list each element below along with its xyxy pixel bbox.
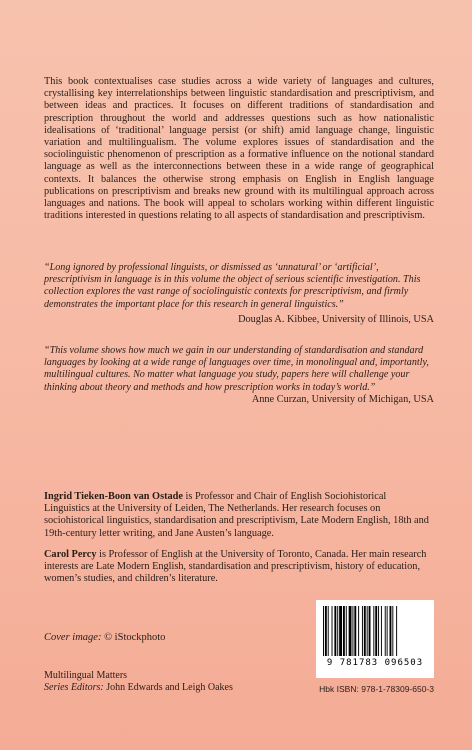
publisher-info (44, 670, 233, 694)
series-editors-label: Series Editors: (44, 682, 104, 694)
editor-bio-text: is Professor of English at the University of Toronto, Canada. Her main research interests are Late Modern English, standardisation and prescriptivism, history of education, women’s studies, and children’s literature. (44, 549, 427, 585)
barcode-bar (328, 606, 329, 656)
barcode-bars (322, 606, 428, 656)
barcode-bar (339, 606, 342, 656)
barcode-bar (349, 606, 352, 656)
barcode-bar (392, 606, 393, 656)
barcode-bar (387, 606, 388, 656)
endorsement-author: Douglas A. Kibbee, University of Illinois, USA (238, 313, 434, 325)
barcode-bar (381, 606, 382, 656)
endorsement-quote: “This volume shows how much we gain in our understanding of standardisation and standard languages by looking at a wide range of languages over time, in monolingual and, importantly, multilingual cultures. No matter what language you study, papers here will challenge your thinking about theory and methods and how prescription works in today’s world.” (44, 345, 429, 393)
barcode-bar (343, 606, 345, 656)
barcode-bar (396, 606, 397, 656)
barcode-bar (390, 606, 392, 656)
barcode-bar (325, 606, 327, 656)
cover-credit-source: © iStockphoto (104, 632, 166, 643)
barcode-bar (375, 606, 377, 656)
barcode-bar (369, 606, 371, 656)
barcode-bar (367, 606, 368, 656)
cover-credit (44, 632, 165, 643)
endorsement-1 (44, 262, 434, 326)
barcode-bar (346, 606, 347, 656)
endorsement-author: Anne Curzan, University of Michigan, USA (251, 393, 434, 405)
endorsement-quote: “Long ignored by professional linguists, or dismissed as ‘unnatural’ or ‘artificial’, prescriptivism in language is in this volume the object of serious scientific investigation. This collection explores the vast range of sociolinguistic contexts for prescriptivism, and firmly demonstrates the important place for this research in general linguistics.” (44, 262, 421, 310)
editor-name: Ingrid Tieken-Boon van Ostade (44, 491, 183, 502)
barcode-bar (373, 606, 374, 656)
barcode-bar (352, 606, 353, 656)
endorsement-2 (44, 345, 434, 406)
isbn: Hbk ISBN: 978-1-78309-650-3 (319, 684, 434, 694)
barcode-bar (358, 606, 359, 656)
cover-credit-label: Cover image: (44, 632, 102, 643)
series-editors: John Edwards and Leigh Oakes (106, 682, 233, 694)
editor-bio-1 (44, 491, 434, 540)
barcode (316, 600, 434, 678)
editor-bio-text: is Professor and Chair of English Sociohistorical Linguistics at the University of Leiden, The Netherlands. Her research focuses on sociohistorical linguistics, standardisation and prescriptivism, Late Modern English, 18th and 19th-century letter writing, and Jane Austen’s language. (44, 491, 429, 539)
book-description: This book contextualises case studies across a wide variety of languages and cultures, crystallising key interrelationships between linguistic standardisation and prescriptivism, and between ideas and practices. It focuses on different traditions of standardisation and prescription throughout the world and addresses questions such as how nationalistic idealisations of ‘traditional’ language persist (or shift) amid language change, linguistic variation and multilingualism. The volume explores issues of standardisation and the sociolinguistic phenomenon of prescription as a formative influence on the notional standard language as well as the interconnections between these in a wide range of geographical contexts. It balances the otherwise strong emphasis on English in English language publications on prescriptivism and breaks new ground with its multilingual approach across languages and nations. The book will appeal to scholars working within different linguistic traditions interested in questions relating to all aspects of standardisation and prescriptivism. (44, 76, 434, 222)
editor-bio-2 (44, 549, 434, 586)
barcode-bar (378, 606, 379, 656)
barcode-bar (332, 606, 333, 656)
barcode-digits: 9 781783 096503 (326, 658, 424, 668)
barcode-bar (385, 606, 386, 656)
barcode-bar (362, 606, 363, 656)
barcode-bar (334, 606, 336, 656)
editor-name: Carol Percy (44, 549, 97, 560)
barcode-bar (364, 606, 366, 656)
barcode-bar (337, 606, 338, 656)
barcode-bar (354, 606, 356, 656)
publisher-name: Multilingual Matters (44, 670, 128, 681)
barcode-bar (323, 606, 324, 656)
